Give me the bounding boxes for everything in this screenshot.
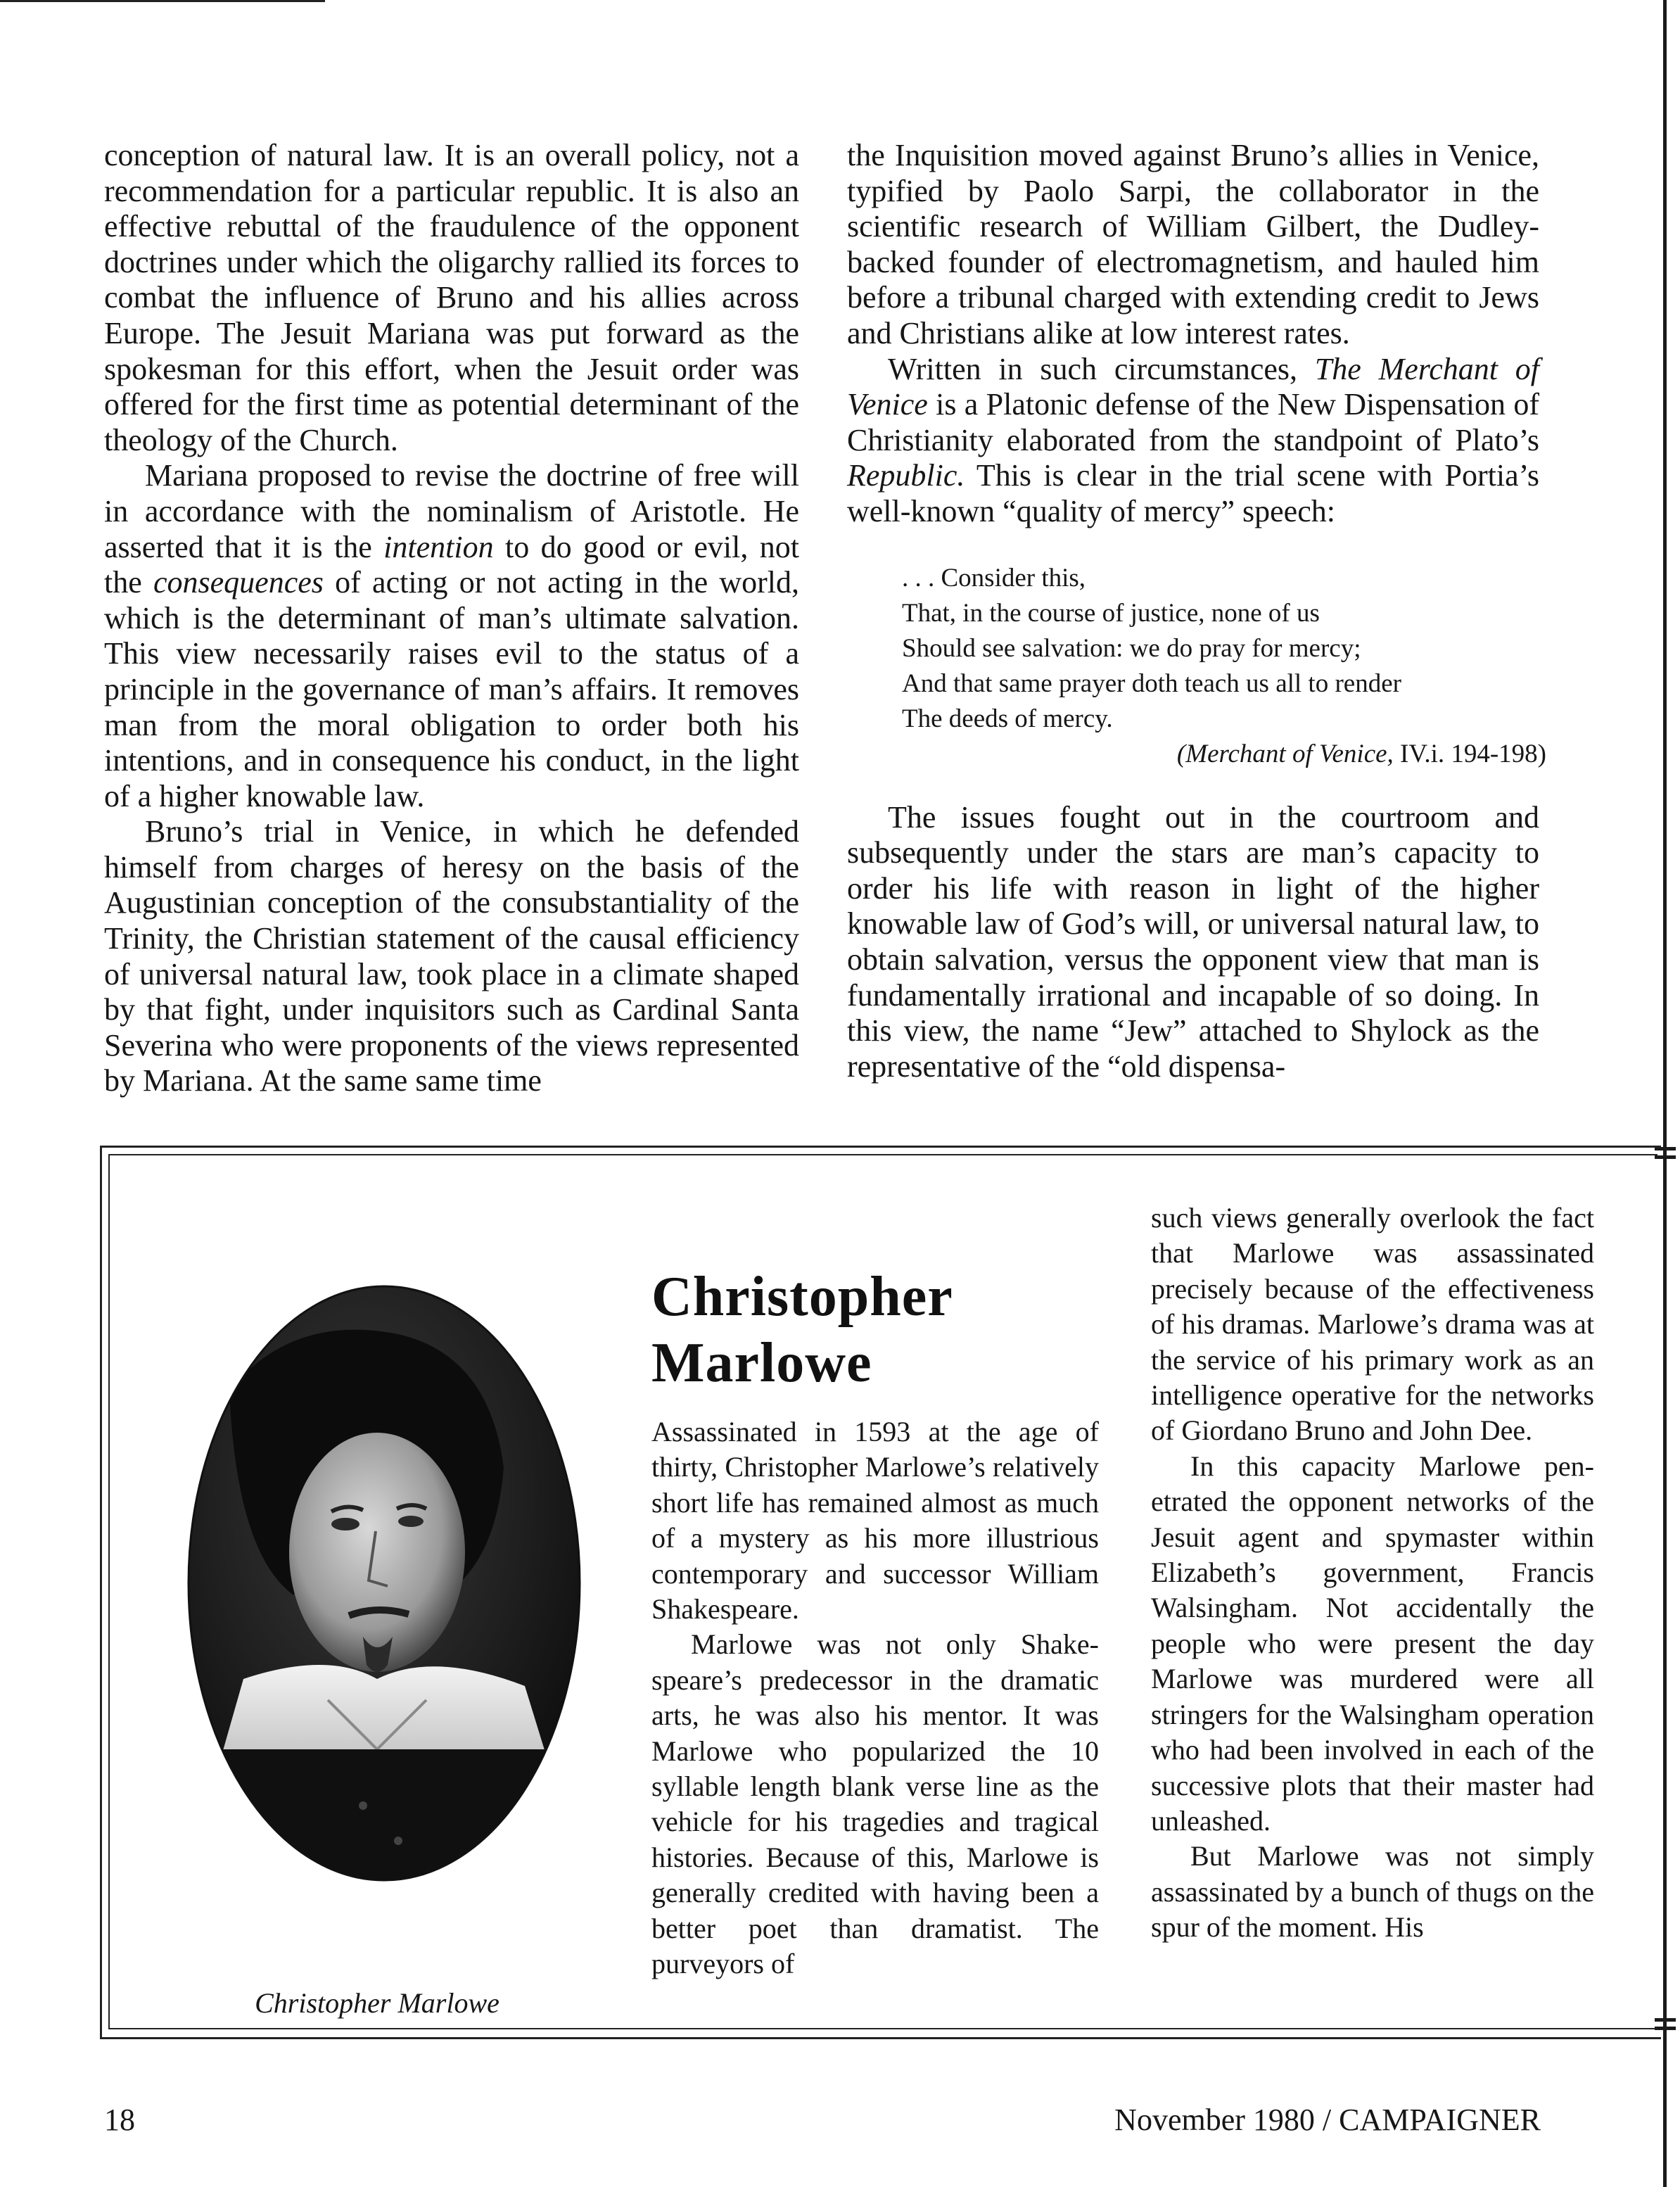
verse-line: And that same prayer doth teach us all to render: [902, 668, 1401, 698]
sidebar-paragraph: In this capacity Marlowe penetrated the opponent networks of the Jesuit agent and spymaster within Elizabeth’s government, Francis Walsingham. Not accidentally the people who were present the day Marlowe was murdered were all stringers for the Walsingham operation who had been involved in each of the successive plots that their master had unleashed.: [1151, 1450, 1594, 1837]
article-paragraph-mariana: [104, 458, 799, 814]
text-run: Mariana proposed to revise the doctrine of free will in accordance with the nominalism of Aristotle. He asserted that it is the: [104, 458, 799, 564]
text-run: This is clear in the trial scene with Portia’s well-known “quality of mercy” speech:: [847, 458, 1539, 528]
page-number: 18: [104, 2103, 135, 2137]
verse-quotation: [902, 561, 1546, 772]
emphasis-intention: intention: [383, 529, 494, 564]
citation-title: (Merchant of Venice,: [1176, 739, 1394, 768]
citation-reference: IV.i. 194-198): [1393, 739, 1546, 768]
article-paragraph: the Inquisition moved against Bruno’s allies in Venice, typified by Paolo Sarpi, the collaborator in the scientific research of William Gilbert, the Dudley-backed founder of electromagnetism, and hauled him before a tribunal charged with extending credit to Jews and Christians alike at low interest rates.: [847, 138, 1539, 350]
verse-citation: [902, 737, 1546, 772]
sidebar-paragraph: Assassinated in 1593 at the age of thirty, Christopher Marlowe’s relatively short life has remained almost as much of a mystery as his more illustrious contemporary and successor William Shakespeare.: [651, 1416, 1099, 1625]
article-left-column: [104, 138, 799, 1099]
emphasis-consequences: consequences: [153, 565, 324, 600]
article-paragraph-merchant: [847, 352, 1539, 530]
emphasis-title: Republic.: [847, 458, 965, 493]
article-paragraph-bruno: Bruno’s trial in Venice, in which he defended himself from charges of heresy on the basis of the Augustinian conception of the consubstantiality of the Trinity, the Christian statement of the causal efficiency of universal natural law, took place in a climate shaped by that fight, under inquisitors such as Cardinal Santa Severina who were proponents of the views represented by Mariana. At the same same time: [104, 814, 799, 1098]
verse-line: That, in the course of justice, none of us: [902, 598, 1320, 628]
sidebar-column-1: [651, 1414, 1099, 1982]
verse-line: . . . Consider this,: [902, 563, 1086, 592]
emphasis-title: The Merchant of Venice: [847, 351, 1540, 422]
text-run: of acting or not acting in the world, which is the determinant of man’s ultimate salvation. This view necessarily raises evil to the status of a principle in the governance of man’s affairs. It removes man from the moral obligation to order both his intentions, and in consequence his conduct, in the light of a higher knowable law.: [104, 565, 799, 813]
sidebar-paragraph: Marlowe was not only Shakespeare’s predecessor in the dramatic arts, he was also his mentor. It was Marlowe who popularized the 10 syllable length blank verse line as the vehicle for his tragedies and tragical histories. Because of this, Marlowe is generally credited with having been a better poet than dramatist. The purveyors of: [651, 1628, 1099, 1980]
text-run: to do good or evil, not the: [104, 529, 799, 600]
article-paragraph: The issues fought out in the courtroom and subsequently under the stars are man’s capacity to order his life with reason in light of the higher knowable law of God’s will, or universal natural law, to obtain salvation, versus the opponent view that man is fundamentally irrational and incapable of so doing. In this view, the name “Jew” attached to Shylock as the representative of the “old dispensa-: [847, 799, 1539, 1084]
portrait-image: [187, 1285, 581, 1882]
sidebar-paragraph: But Marlowe was not simply assassinated by a bunch of thugs on the spur of the moment. His: [1151, 1840, 1594, 1944]
top-rule: [0, 0, 325, 2]
page-edge-bar: [1663, 0, 1667, 2187]
text-run: Written in such circumstances,: [888, 351, 1315, 386]
article-right-column: [847, 138, 1546, 1084]
sidebar-paragraph: such views generally overlook the fact that Marlowe was assassinated precisely because of the effectiveness of his dramas. Marlowe’s drama was at the service of his primary work as an intelligence operative for the networks of Giordano Bruno and John Dee.: [1151, 1202, 1594, 1447]
sidebar-title-line: Marlowe: [651, 1332, 872, 1394]
sidebar-title-line: Christopher: [651, 1266, 953, 1328]
article-paragraph: conception of natural law. It is an overall policy, not a recommendation for a particular republic. It is also an effective rebuttal of the fraudulence of the opponent doctrines under which the oligarchy rallied its forces to combat the influence of Bruno and his allies across Europe. The Jesuit Mariana was put forward as the spokesman for this effort, when the Jesuit order was offered for the first time as potential determinant of the theology of the Church.: [104, 138, 799, 457]
text-run: is a Platonic defense of the New Dispensation of Christianity elaborated from the standpoint of Plato’s: [847, 387, 1539, 457]
sidebar-column-2: [1151, 1200, 1594, 1946]
portrait-caption: Christopher Marlowe: [255, 1987, 499, 2019]
verse-line: The deeds of mercy.: [902, 704, 1113, 733]
verse-line: Should see salvation: we do pray for mercy;: [902, 633, 1361, 663]
sidebar-title: [651, 1264, 1003, 1396]
publication-issue: November 1980 / CAMPAIGNER: [1114, 2103, 1541, 2137]
